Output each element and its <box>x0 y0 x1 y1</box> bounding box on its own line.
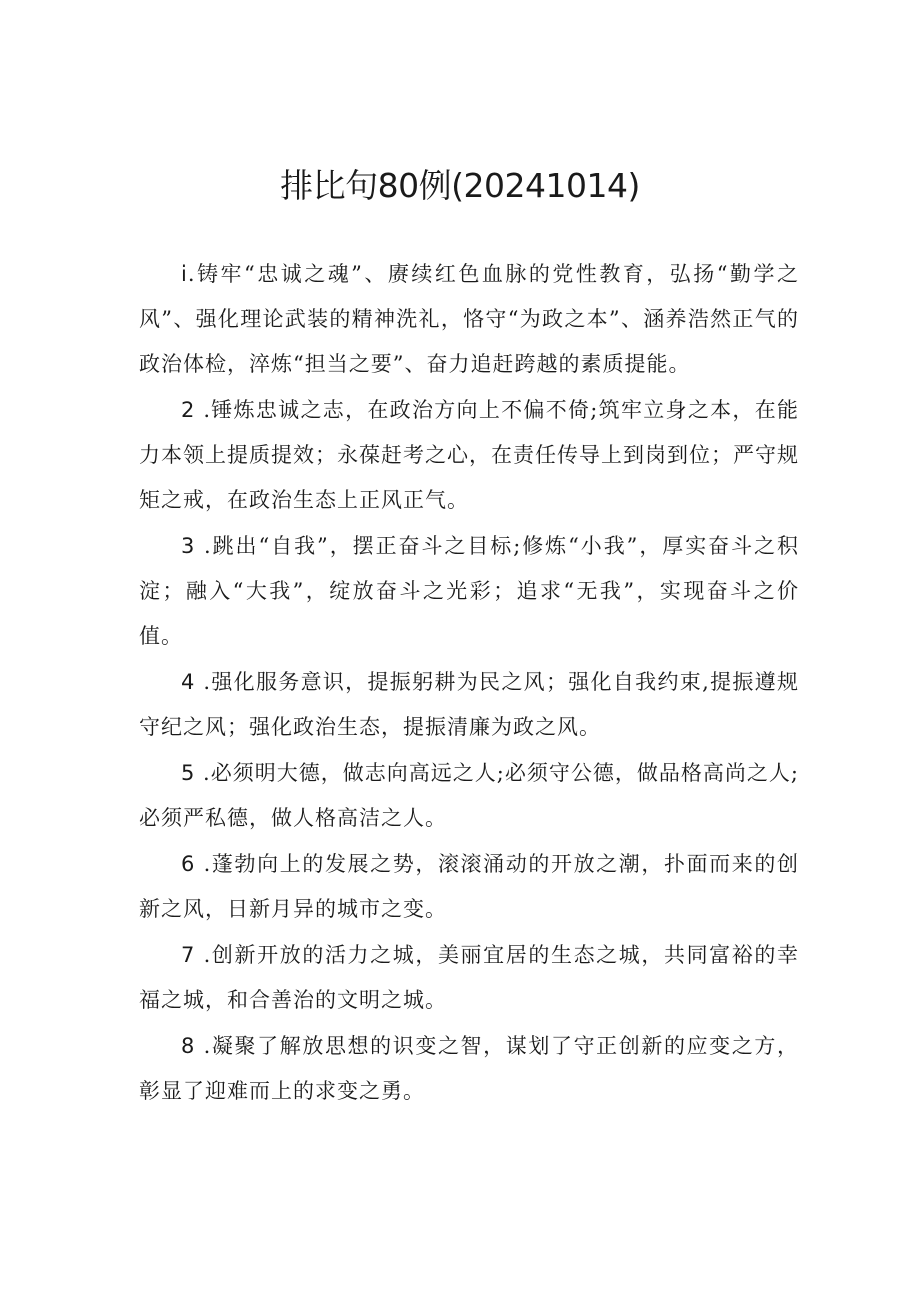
paragraph-1 <box>139 252 799 387</box>
paragraph-number: 5 <box>181 761 196 785</box>
paragraph-text: .创新开放的活力之城，美丽宜居的生态之城，共同富裕的幸福之城，和合善治的文明之城。 <box>139 943 799 1012</box>
paragraph-number: 3 <box>181 534 196 558</box>
document-body <box>139 252 799 1114</box>
paragraph-text: .凝聚了解放思想的识变之智，谋划了守正创新的应变之方，彰显了迎难而上的求变之勇。 <box>139 1034 799 1103</box>
paragraph-number: 4 <box>181 670 196 694</box>
paragraph-text: .强化服务意识，提振躬耕为民之风；强化自我约束,提振遵规守纪之风；强化政治生态，提振清廉为政之风。 <box>139 670 799 739</box>
paragraph-2 <box>139 388 799 523</box>
paragraph-text: .锤炼忠诚之志，在政治方向上不偏不倚;筑牢立身之本，在能力本领上提质提效；永葆赶考之心，在责任传导上到岗到位；严守规矩之戒，在政治生态上正风正气。 <box>139 398 799 512</box>
paragraph-number: 6 <box>181 852 196 876</box>
paragraph-text: .必须明大德，做志向高远之人;必须守公德，做品格高尚之人;必须严私德，做人格高洁之人。 <box>139 761 799 830</box>
paragraph-3 <box>139 524 799 659</box>
paragraph-5 <box>139 751 799 841</box>
paragraph-number: 2 <box>181 398 196 422</box>
paragraph-text: .蓬勃向上的发展之势，滚滚涌动的开放之潮，扑面而来的创新之风，日新月异的城市之变。 <box>139 852 799 921</box>
paragraph-number: 7 <box>181 943 196 967</box>
paragraph-6 <box>139 842 799 932</box>
document-title: 排比句80例(20241014) <box>280 166 640 205</box>
paragraph-text: .铸牢“忠诚之魂”、赓续红色血脉的党性教育，弘扬“勤学之风”、强化理论武装的精神洗礼，恪守“为政之本”、涵养浩然正气的政治体检，淬炼“担当之要”、奋力追赶跨越的素质提能。 <box>139 262 799 376</box>
paragraph-4 <box>139 660 799 750</box>
paragraph-number: 8 <box>181 1034 196 1058</box>
paragraph-7 <box>139 933 799 1023</box>
paragraph-text: .跳出“自我”，摆正奋斗之目标;修炼“小我”，厚实奋斗之积淀；融入“大我”，绽放奋斗之光彩；追求“无我”，实现奋斗之价值。 <box>139 534 799 648</box>
paragraph-number: i <box>181 262 188 286</box>
paragraph-8 <box>139 1024 799 1114</box>
